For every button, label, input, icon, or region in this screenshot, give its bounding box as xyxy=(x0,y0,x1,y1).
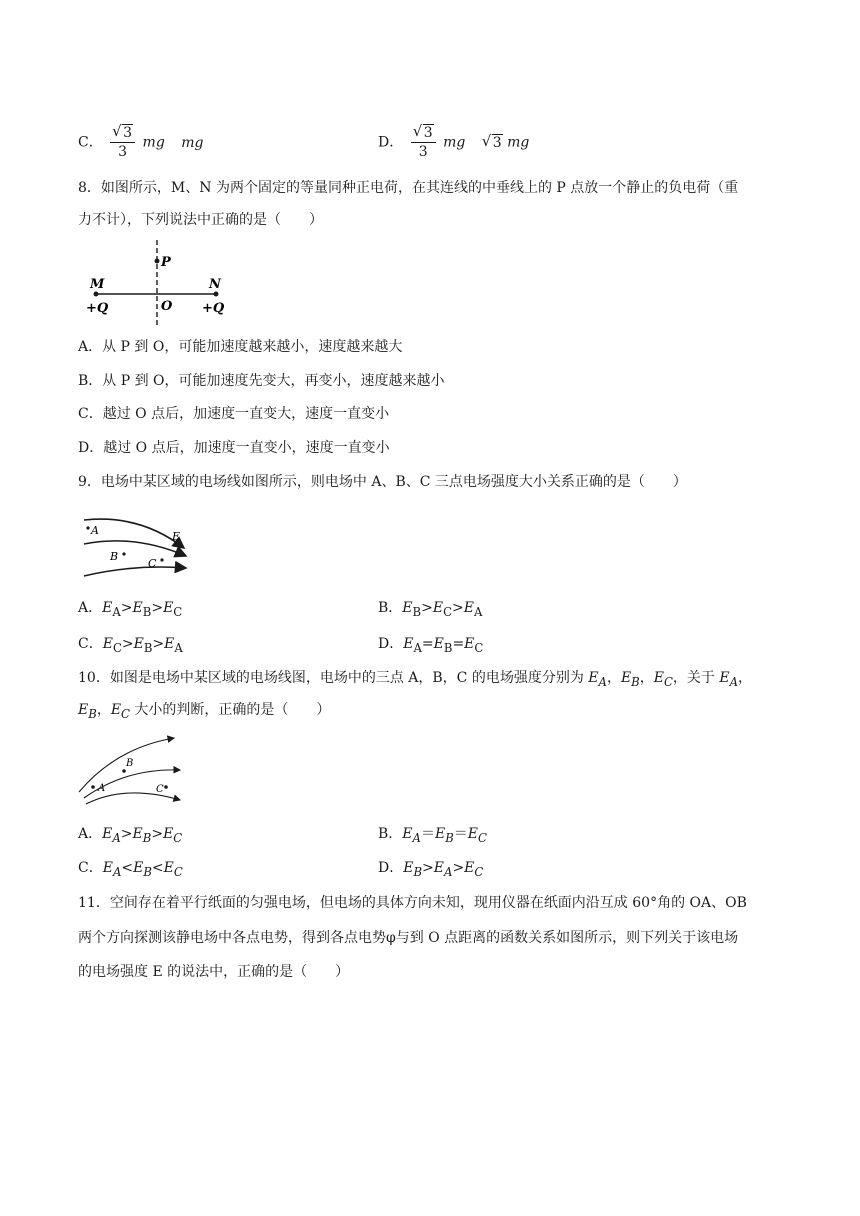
charge-m xyxy=(94,292,99,297)
q9-option-b: B．$E_B>E_C>E_A$ xyxy=(378,600,483,619)
charge-n xyxy=(214,292,219,297)
q10-figure xyxy=(76,734,188,810)
q11-stem-line1: 11．空间存在着平行纸面的匀强电场，但电场的具体方向未知，现用仪器在纸面内沿互成 60°角的 OA、OB xyxy=(78,895,747,911)
field-line-top xyxy=(84,519,184,548)
q10-option-d: D．$E_B>E_A>E_C$ xyxy=(378,860,484,879)
point-c xyxy=(160,558,163,561)
q7-option-d-label: D． xyxy=(378,134,404,151)
label-e: E xyxy=(172,530,181,543)
label-p: P xyxy=(161,255,171,270)
label-b: B xyxy=(110,550,119,563)
q8-option-c: C．越过 O 点后，加速度一直变大，速度一直变小 xyxy=(78,406,390,422)
q10-option-a: A．$E_A>E_B>E_C$ xyxy=(78,826,183,845)
q11-stem-line2: 两个方向探测该静电场中各点电势，得到各点电势φ与到 O 点距离的函数关系如图所示，则下列关于该电场 xyxy=(78,930,739,946)
q9-stem: 9．电场中某区域的电场线如图所示，则电场中 A、B、C 三点电场强度大小关系正确的是（ ） xyxy=(78,474,687,490)
q8-stem-line1: 8．如图所示，M、N 为两个固定的等量同种正电荷，在其连线的中垂线上的 P 点放一个静止的负电荷（重 xyxy=(78,180,739,196)
q7-option-c-unit: mg xyxy=(142,134,165,151)
q9-figure xyxy=(80,508,200,584)
label-o: O xyxy=(161,299,173,314)
label-b: B xyxy=(126,758,134,769)
label-a: A xyxy=(98,783,106,794)
label-c: C xyxy=(156,784,164,795)
q10-option-c: C．$E_A<E_B<E_C$ xyxy=(78,860,183,879)
q8-option-d: D．越过 O 点后，加速度一直变小，速度一直变小 xyxy=(78,440,390,456)
q10-stem-line1: 10．如图是电场中某区域的电场线图，电场中的三点 A，B，C 的电场强度分别为 $E_A$，$E_B$，$E_C$，关于 $E_A$， xyxy=(78,670,753,689)
q7-option-d-unit: mg xyxy=(443,134,466,151)
q10-option-b: B．$E_A=E_B=E_C$ xyxy=(378,826,487,845)
q7-option-d xyxy=(378,124,529,161)
q9-option-a: A．$E_A>E_B>E_C$ xyxy=(78,600,183,619)
q9-option-c: C．$E_C>E_B>E_A$ xyxy=(78,636,183,655)
q7-option-c xyxy=(78,124,204,161)
q8-stem-line2: 力不计），下列说法中正确的是（ ） xyxy=(78,212,323,228)
field-line-lower xyxy=(86,793,180,804)
label-c: C xyxy=(148,557,157,570)
point-a xyxy=(86,526,89,529)
label-m: M xyxy=(90,277,105,292)
q8-option-b: B．从 P 到 O，可能加速度先变大，再变小，速度越来越小 xyxy=(78,373,445,389)
point-b xyxy=(122,552,125,555)
q10-stem-line2: $E_B$，$E_C$ 大小的判断，正确的是（ ） xyxy=(78,702,331,721)
q8-figure xyxy=(84,238,234,330)
q7-option-d-sqrt: √ 3 xyxy=(481,131,502,151)
q7-option-c-second: mg xyxy=(181,134,204,151)
q8-option-a: A．从 P 到 O，可能加速度越来越小，速度越来越大 xyxy=(78,339,403,355)
q7-option-c-label: C． xyxy=(78,134,103,151)
field-line-bottom xyxy=(84,567,186,576)
label-a: A xyxy=(91,524,99,537)
q11-stem-line3: 的电场强度 E 的说法中，正确的是（ ） xyxy=(78,964,350,980)
q9-option-d: D．$E_A=E_B=E_C$ xyxy=(378,636,484,655)
point-b xyxy=(122,769,126,773)
field-line-middle xyxy=(84,541,186,556)
point-a xyxy=(91,785,95,789)
point-p xyxy=(155,259,160,264)
point-c xyxy=(164,785,168,789)
q7-option-d-second-unit: mg xyxy=(507,134,530,151)
label-charge-left: +Q xyxy=(86,301,109,316)
q7-option-c-fraction: √ 3 3 xyxy=(110,124,135,161)
label-charge-right: +Q xyxy=(202,301,225,316)
label-n: N xyxy=(209,277,221,292)
q7-option-d-fraction: √ 3 3 xyxy=(411,124,436,161)
